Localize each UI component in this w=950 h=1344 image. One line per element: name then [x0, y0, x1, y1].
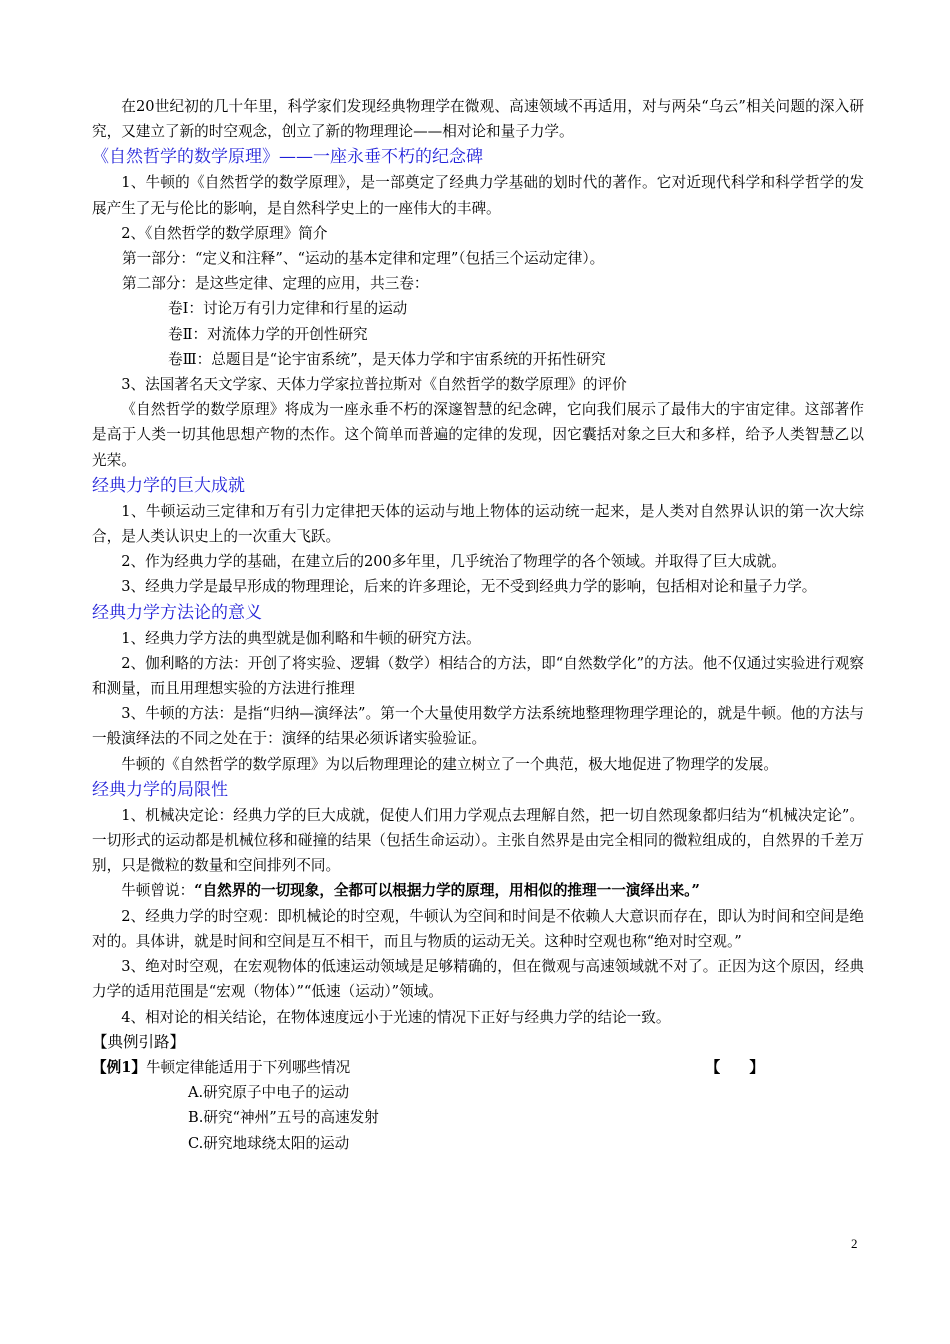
section-title-methodology: 经典力学方法论的意义 — [92, 602, 262, 623]
laplace-quote: 《自然哲学的数学原理》将成为一座永垂不朽的深邃智慧的纪念碑，它向我们展示了最伟大的宇宙定律。这部著作是高于人类一切其他思想产物的杰作。这个简单而普遍的定律的发现，因它囊括对象之巨大和多样，给予人类智慧乙以光荣。 — [92, 401, 864, 469]
answer-bracket: 【 】 — [705, 1058, 764, 1076]
principia-volume-1: 卷Ⅰ：讨论万有引力定律和行星的运动 — [168, 300, 408, 318]
principia-volume-3: 卷Ⅲ：总题目是“论宇宙系统”，是天体力学和宇宙系统的开拓性研究 — [168, 350, 606, 368]
example-1-label: 【例1】 — [92, 1058, 146, 1076]
option-b: B.研究“神州”五号的高速发射 — [188, 1109, 379, 1127]
methodology-point-2: 2、伽利略的方法：开创了将实验、逻辑（数学）相结合的方法，即“自然数学化”的方法。他不仅通过实验进行观察和测量，而且用理想实验的方法进行推理 — [92, 654, 864, 698]
principia-point-3: 3、法国著名天文学家、天体力学家拉普拉斯对《自然哲学的数学原理》的评价 — [121, 376, 627, 394]
example-1-question-line — [92, 1055, 350, 1080]
newton-quote-line — [92, 878, 864, 903]
section-title-limitations: 经典力学的局限性 — [92, 779, 228, 800]
example-1-question: 牛顿定律能适用于下列哪些情况 — [145, 1058, 351, 1076]
achievement-point-2: 2、作为经典力学的基础，在建立后的200多年里，几乎统治了物理学的各个领域。并取得了巨大成就。 — [121, 553, 786, 571]
document-page — [92, 94, 864, 1156]
newton-said-label: 牛顿曾说： — [121, 882, 195, 900]
principia-part-2: 第二部分：是这些定律、定理的应用，共三卷： — [122, 275, 429, 293]
examples-heading: 【典例引路】 — [92, 1032, 186, 1051]
limitation-point-1: 1、机械决定论：经典力学的巨大成就，促使人们用力学观点去理解自然，把一切自然现象都归结为“机械决定论”。一切形式的运动都是机械位移和碰撞的结果（包括生命运动）。主张自然界是由完全相同的微粒组成的，自然界的千差万别，只是微粒的数量和空间排列不同。 — [92, 806, 864, 875]
newton-quote: “自然界的一切现象，全都可以根据力学的原理，用相似的推理一一演绎出来。” — [194, 882, 700, 900]
principia-point-2: 2、《自然哲学的数学原理》简介 — [121, 224, 328, 242]
option-c: C.研究地球绕太阳的运动 — [188, 1134, 350, 1152]
intro-paragraph: 在20世纪初的几十年里，科学家们发现经典物理学在微观、高速领域不再适用，对与两朵“乌云”相关问题的深入研究，又建立了新的时空观念，创立了新的物理理论——相对论和量子力学。 — [92, 98, 864, 141]
methodology-point-3: 3、牛顿的方法：是指“归纳—演绎法”。第一个大量使用数学方法系统地整理物理学理论的，就是牛顿。他的方法与一般演绎法的不同之处在于：演绎的结果必须诉诸实验验证。 — [92, 705, 864, 748]
principia-volume-2: 卷Ⅱ：对流体力学的开创性研究 — [168, 325, 368, 343]
limitation-point-2: 2、经典力学的时空观：即机械论的时空观，牛顿认为空间和时间是不依赖人大意识而存在，即认为时间和空间是绝对的。具体讲，就是时间和空间是互不相干，而且与物质的运动无关。这种时空观也称“绝对时空观。” — [92, 907, 864, 950]
option-a: A.研究原子中电子的运动 — [188, 1084, 350, 1102]
section-title-achievements: 经典力学的巨大成就 — [92, 475, 245, 496]
section-title-principia: 《自然哲学的数学原理》——一座永垂不朽的纪念碑 — [92, 147, 483, 168]
example-1-row — [92, 1055, 864, 1080]
principia-part-1: 第一部分：“定义和注释”、“运动的基本定律和定理”（包括三个运动定律）。 — [122, 250, 605, 268]
methodology-point-4: 牛顿的《自然哲学的数学原理》为以后物理理论的建立树立了一个典范，极大地促进了物理学的发展。 — [121, 755, 778, 773]
achievement-point-3: 3、经典力学是最早形成的物理理论，后来的许多理论，无不受到经典力学的影响，包括相对论和量子力学。 — [121, 578, 817, 596]
limitation-point-4: 4、相对论的相关结论，在物体速度远小于光速的情况下正好与经典力学的结论一致。 — [121, 1008, 671, 1026]
limitation-point-3: 3、绝对时空观，在宏观物体的低速运动领域是足够精确的，但在微观与高速领域就不对了。正因为这个原因，经典力学的适用范围是“宏观（物体）”“低速（运动）”领域。 — [92, 958, 864, 1001]
principia-point-1: 1、牛顿的《自然哲学的数学原理》，是一部奠定了经典力学基础的划时代的著作。它对近现代科学和科学哲学的发展产生了无与伦比的影响，是自然科学史上的一座伟大的丰碑。 — [92, 174, 864, 217]
page-number: 2 — [851, 1236, 858, 1251]
achievement-point-1: 1、牛顿运动三定律和万有引力定律把天体的运动与地上物体的运动统一起来，是人类对自然界认识的第一次大综合，是人类认识史上的一次重大飞跃。 — [92, 502, 864, 546]
methodology-point-1: 1、经典力学方法的典型就是伽利略和牛顿的研究方法。 — [121, 629, 481, 647]
